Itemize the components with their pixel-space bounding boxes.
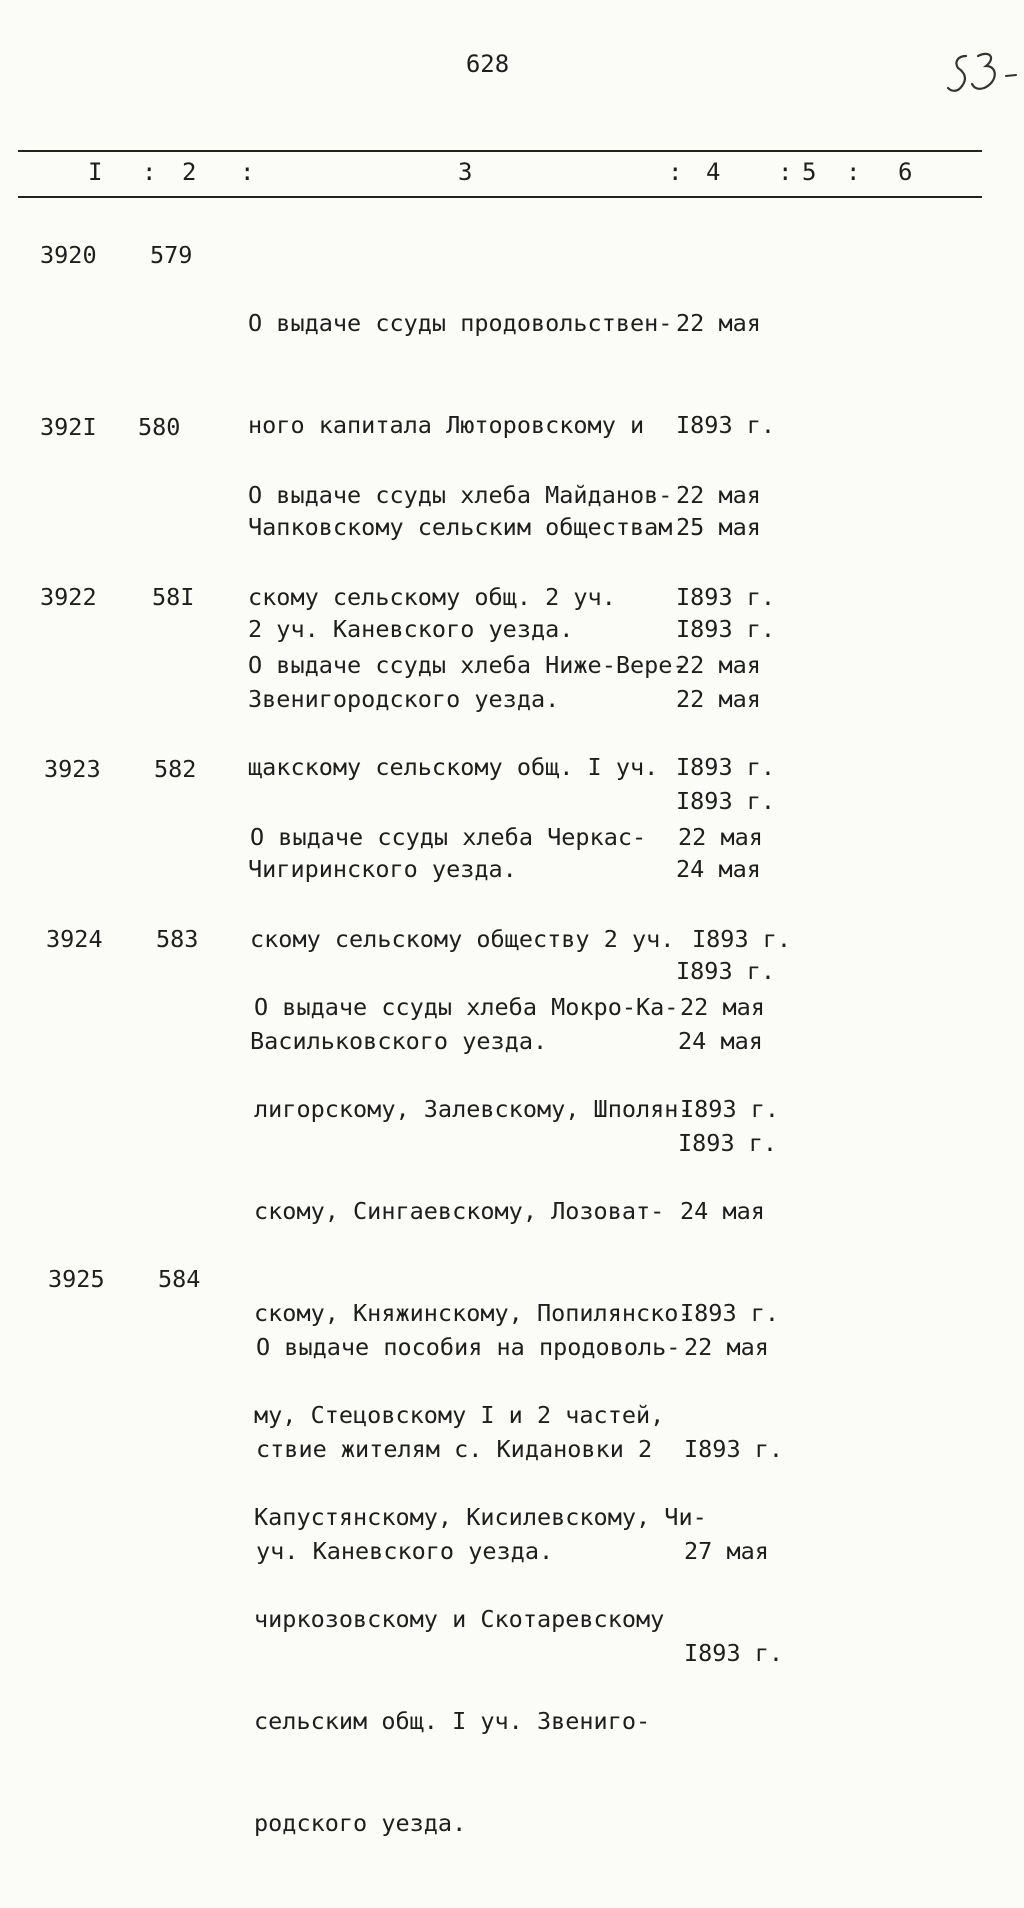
date-line: 25 мая <box>676 513 761 541</box>
entry-number: 3924 <box>46 925 103 953</box>
description-line: Звенигородского уезда. <box>248 685 560 713</box>
header-top-rule <box>18 150 982 152</box>
description-line: скому сельскому общ. 2 уч. <box>248 583 616 611</box>
description-line: О выдаче ссуды хлеба Ниже-Вере- <box>248 651 687 679</box>
entry-number: 3922 <box>40 583 97 611</box>
date-line: 24 мая <box>678 1027 763 1055</box>
date-line: 22 мая <box>684 1333 769 1361</box>
date-line: 27 мая <box>684 1537 769 1565</box>
description-line: Чапковскому сельским обществам <box>248 513 673 541</box>
description-line: О выдаче пособия на продоволь- <box>256 1333 681 1361</box>
description-line: Капустянскому, Кисилевскому, Чи- <box>254 1503 707 1531</box>
description-line: щакскому сельскому общ. I уч. <box>248 753 659 781</box>
date-line: 22 мая <box>680 993 765 1021</box>
date-line: 22 мая <box>676 309 761 337</box>
header-col-2: 2 <box>182 158 197 186</box>
entry-sheet: 580 <box>138 413 181 441</box>
date-line: 24 мая <box>676 855 761 883</box>
description-line: ствие жителям с. Кидановки 2 <box>256 1435 653 1463</box>
entry-number: 3920 <box>40 241 97 269</box>
description-line: О выдаче ссуды хлеба Черкас- <box>250 823 647 851</box>
description-line: О выдаче ссуды продовольствен- <box>248 309 673 337</box>
date-line: I893 г. <box>676 787 776 815</box>
description-line: лигорскому, Залевскому, Шполян- <box>254 1095 693 1123</box>
page-number: 628 <box>465 50 510 78</box>
date-line: 22 мая <box>676 651 761 679</box>
entry-number: 3925 <box>48 1265 105 1293</box>
date-line: 22 мая <box>676 685 761 713</box>
entry-description <box>256 1262 680 1636</box>
date-line: I893 г. <box>692 925 792 953</box>
date-line: I893 г. <box>676 411 776 439</box>
entry-number: 392I <box>40 413 97 441</box>
date-line: I893 г. <box>676 957 776 985</box>
entry-number: 3923 <box>44 755 101 783</box>
date-line: I893 г. <box>676 583 776 611</box>
folio-number-handwritten <box>944 42 1024 104</box>
date-line: I893 г. <box>676 753 776 781</box>
date-line: I893 г. <box>684 1639 784 1667</box>
entry-sheet: 582 <box>154 755 197 783</box>
header-separator: : <box>668 158 683 186</box>
description-line: О выдаче ссуды хлеба Мокро-Ка- <box>254 993 679 1021</box>
header-separator: : <box>846 158 861 186</box>
description-line: скому сельскому обществу 2 уч. <box>250 925 675 953</box>
date-line: I893 г. <box>680 1299 780 1327</box>
header-col-6: 6 <box>898 158 913 186</box>
description-line: скому, Княжинскому, Попилянско- <box>254 1299 693 1327</box>
header-separator: : <box>778 158 793 186</box>
date-line: I893 г. <box>684 1435 784 1463</box>
date-line: I893 г. <box>680 1095 780 1123</box>
description-line: чиркозовскому и Скотаревскому <box>254 1605 665 1633</box>
description-line: сельским общ. I уч. Звениго- <box>254 1707 651 1735</box>
header-col-1: I <box>88 158 103 186</box>
description-line: Васильковского уезда. <box>250 1027 548 1055</box>
entry-dates <box>684 1262 783 1738</box>
description-line: родского уезда. <box>254 1809 467 1837</box>
entry-sheet: 579 <box>150 241 193 269</box>
header-col-5: 5 <box>802 158 817 186</box>
description-line: Чигиринского уезда. <box>248 855 517 883</box>
description-line: 2 уч. Каневского уезда. <box>248 615 574 643</box>
header-separator: : <box>240 158 255 186</box>
header-col-3: 3 <box>458 158 473 186</box>
entry-sheet: 58I <box>152 583 195 611</box>
description-line: уч. Каневского уезда. <box>256 1537 554 1565</box>
date-line: 22 мая <box>678 823 763 851</box>
entry-sheet: 584 <box>158 1265 201 1293</box>
description-line: му, Стецовскому I и 2 частей, <box>254 1401 665 1429</box>
header-col-4: 4 <box>706 158 721 186</box>
header-separator: : <box>142 158 157 186</box>
description-line: скому, Сингаевскому, Лозоват- <box>254 1197 665 1225</box>
entry-sheet: 583 <box>156 925 199 953</box>
date-line: 24 мая <box>680 1197 765 1225</box>
date-line: I893 г. <box>676 615 776 643</box>
description-line: О выдаче ссуды хлеба Майданов- <box>248 481 673 509</box>
description-line: ного капитала Люторовскому и <box>248 411 645 439</box>
date-line: I893 г. <box>678 1129 778 1157</box>
date-line: 22 мая <box>676 481 761 509</box>
header-bottom-rule <box>18 196 982 198</box>
column-header-row <box>0 158 1024 190</box>
